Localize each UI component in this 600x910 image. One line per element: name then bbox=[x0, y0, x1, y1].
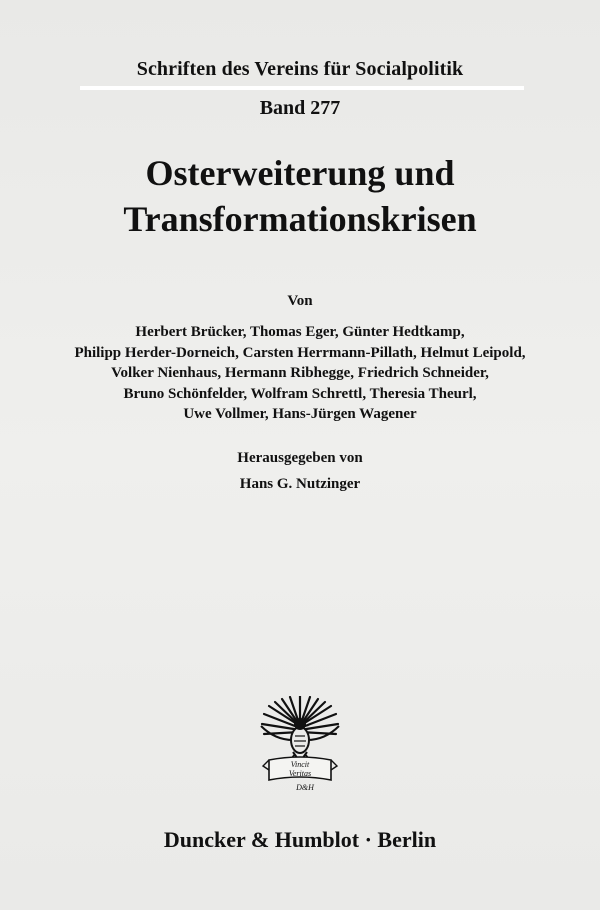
eagle-emblem-icon bbox=[255, 696, 345, 794]
series-divider bbox=[80, 86, 524, 90]
series-title: Schriften des Vereins für Socialpolitik bbox=[136, 58, 464, 80]
author-line: Herbert Brücker, Thomas Eger, Günter Hedtkamp, bbox=[135, 324, 465, 340]
author-line: Volker Nienhaus, Hermann Ribhegge, Friedrich Schneider, bbox=[111, 365, 489, 382]
editor-name: Hans G. Nutzinger bbox=[239, 476, 361, 492]
logo-monogram: D&H bbox=[296, 783, 314, 792]
title-line: Transformationskrisen bbox=[123, 199, 477, 239]
author-line: Bruno Schönfelder, Wolfram Schrettl, Theresia Theurl, bbox=[123, 385, 477, 402]
by-label: Von bbox=[287, 293, 313, 309]
author-line: Uwe Vollmer, Hans-Jürgen Wagener bbox=[183, 406, 417, 423]
author-list bbox=[0, 322, 600, 425]
volume-number: Band 277 bbox=[259, 97, 341, 119]
publisher-imprint: Duncker & Humblot · Berlin bbox=[163, 827, 437, 852]
author-line: Philipp Herder-Dorneich, Carsten Herrmann-Pillath, Helmut Leipold, bbox=[74, 344, 526, 361]
logo-motto-line: Veritas bbox=[288, 769, 312, 778]
title-line: Osterweiterung und bbox=[145, 153, 455, 193]
editor-label: Herausgegeben von bbox=[237, 450, 363, 466]
book-title bbox=[0, 150, 600, 242]
logo-motto-line: Vincit bbox=[290, 760, 310, 769]
